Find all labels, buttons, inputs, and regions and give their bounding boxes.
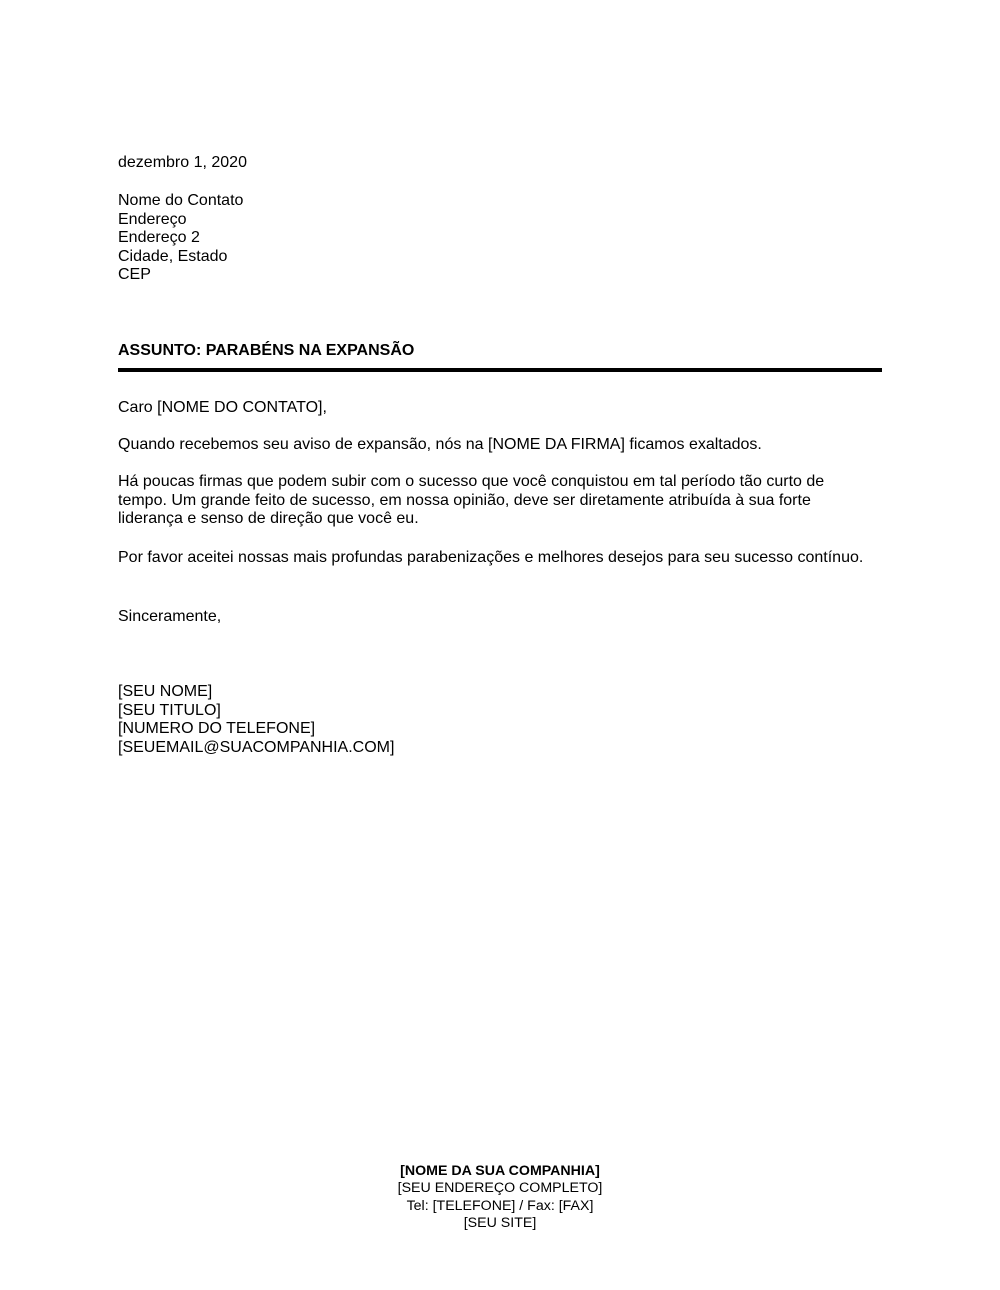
body-paragraph-2-line: liderança e senso de direção que você eu. (118, 510, 419, 528)
footer-address: [SEU ENDEREÇO COMPLETO] (397, 1180, 603, 1197)
subject-line: ASSUNTO: PARABÉNS NA EXPANSÃO (118, 342, 415, 359)
footer-company-name: [NOME DA SUA COMPANHIA] (400, 1163, 600, 1179)
signature-title: [SEU TITULO] (118, 701, 221, 719)
salutation: Caro [NOME DO CONTATO], (118, 399, 327, 416)
closing: Sinceramente, (118, 608, 222, 625)
letter-date: dezembro 1, 2020 (118, 154, 247, 171)
signature-name: [SEU NOME] (118, 683, 213, 700)
body-paragraph-2-line: Há poucas firmas que podem subir com o sucesso que você conquistou em tal período tão curto de (118, 473, 825, 490)
signature-phone: [NUMERO DO TELEFONE] (118, 720, 316, 738)
footer-site: [SEU SITE] (463, 1215, 537, 1232)
recipient-city-state: Cidade, Estado (118, 247, 228, 265)
body-paragraph-2 (118, 473, 858, 529)
signature-block (118, 683, 394, 757)
body-paragraph-2-line: tempo. Um grande feito de sucesso, em nossa opinião, deve ser diretamente atribuída à sua forte (118, 491, 811, 509)
body-paragraph-3: Por favor aceitei nossas mais profundas parabenizações e melhores desejos para seu sucesso contínuo. (118, 549, 864, 566)
recipient-address-block (118, 192, 243, 285)
recipient-address-line-2: Endereço 2 (118, 229, 200, 247)
recipient-zip: CEP (118, 266, 151, 284)
body-paragraph-1: Quando recebemos seu aviso de expansão, nós na [NOME DA FIRMA] ficamos exaltados. (118, 436, 762, 453)
footer-contact: Tel: [TELEFONE] / Fax: [FAX] (406, 1197, 594, 1214)
signature-email: [SEUEMAIL@SUACOMPANHIA.COM] (118, 738, 395, 756)
recipient-address-line-1: Endereço (118, 210, 187, 228)
subject-divider (118, 368, 882, 372)
recipient-name: Nome do Contato (118, 192, 244, 209)
letterhead-footer (300, 1163, 700, 1233)
